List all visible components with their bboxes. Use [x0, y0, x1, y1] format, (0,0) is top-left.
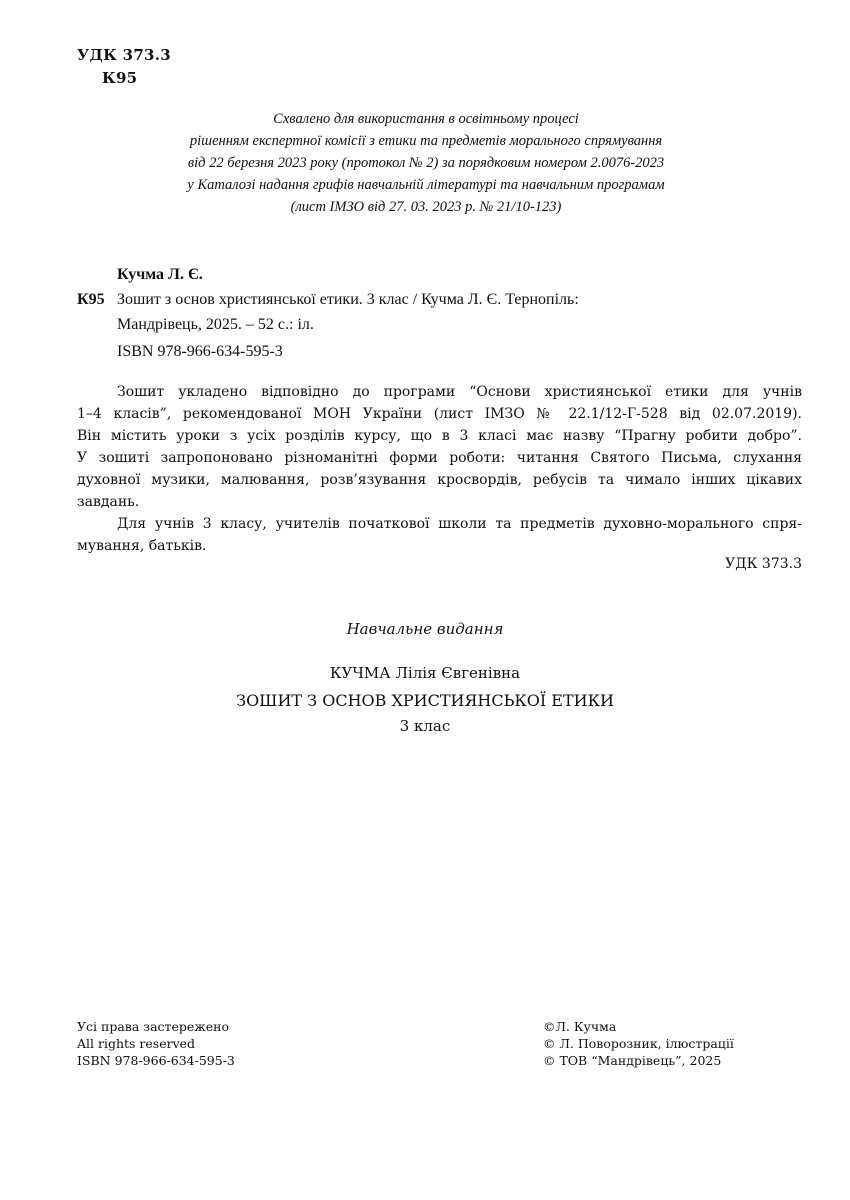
rights-line: All rights reserved: [77, 1036, 196, 1051]
author-full-name: КУЧМА Лілія Євгенівна: [329, 664, 521, 682]
approval-line: (лист ІМЗО від 27. 03. 2023 р. № 21/10-123): [290, 199, 562, 215]
annotation-line: мування, батьків.: [77, 538, 207, 554]
book-title: ЗОШИТ З ОСНОВ ХРИСТИЯНСЬКОЇ ЕТИКИ: [236, 691, 614, 710]
copyright-block: [543, 1018, 734, 1069]
udk-right: УДК 373.3: [725, 556, 802, 572]
bib-entry: [77, 287, 807, 337]
copyright-line: © Л. Поворозник, ілюстрації: [543, 1036, 734, 1051]
bib-isbn: ISBN 978-966-634-595-3: [117, 343, 283, 360]
annotation-line: духовної музики, малювання, розв’язування кросвордів, ребусів та чимало інших цікавих: [77, 472, 802, 488]
bib-line: Мандрівець, 2025. – 52 с.: іл.: [117, 316, 314, 333]
approval-line: Схвалено для використання в освітньому процесі: [273, 111, 579, 127]
udk-header: [77, 44, 171, 90]
annotation-line: У зошиті запропоновано різноманітні форми роботи: читання Святого Письма, слухання: [77, 450, 802, 466]
copyright-line: ©Л. Кучма: [543, 1019, 617, 1034]
annotation-paragraph: [77, 513, 802, 557]
bib-line: Зошит з основ християнської етики. 3 клас / Кучма Л. Є. Тернопіль:: [117, 291, 579, 308]
author-mark: К95: [102, 69, 138, 87]
annotation-line: Він містить уроки з усіх розділів курсу, що в 3 класі має назву “Прагну робити добро”.: [77, 428, 802, 444]
annotation-line: Зошит укладено відповідно до програми “Основи християнської етики для учнів: [117, 384, 802, 400]
approval-line: рішенням експертної комісії з етики та предметів морального спрямування: [189, 133, 663, 149]
annotation-paragraph: [77, 381, 802, 513]
approval-line: у Каталозі надання грифів навчальній літературі та навчальним програмам: [187, 177, 665, 193]
footer-isbn: ISBN 978-966-634-595-3: [77, 1053, 235, 1068]
copyright-line: © ТОВ “Мандрівець”, 2025: [543, 1053, 722, 1068]
bib-code: К95: [77, 291, 105, 308]
annotation-line: завдань.: [77, 494, 140, 510]
edition-type: Навчальне видання: [346, 620, 504, 638]
rights-line: Усі права застережено: [77, 1019, 229, 1034]
udk-code: УДК 373.3: [77, 46, 172, 64]
grade-label: 3 клас: [399, 717, 451, 735]
bibliographic-record: [77, 262, 807, 364]
bib-description: [117, 287, 579, 337]
rights-block: [77, 1018, 235, 1069]
approval-line: від 22 березня 2023 року (протокол № 2) за порядковим номером 2.0076-2023: [187, 155, 665, 171]
annotation: [77, 381, 802, 557]
annotation-line: Для учнів 3 класу, учителів початкової школи та предметів духовно-морального спря-: [117, 516, 802, 532]
approval-notice: [100, 108, 752, 218]
bib-author: Кучма Л. Є.: [117, 266, 203, 283]
annotation-line: 1–4 класів”, рекомендованої МОН України (лист ІМЗО № 22.1/12-Г-528 від 02.07.2019).: [77, 406, 802, 422]
